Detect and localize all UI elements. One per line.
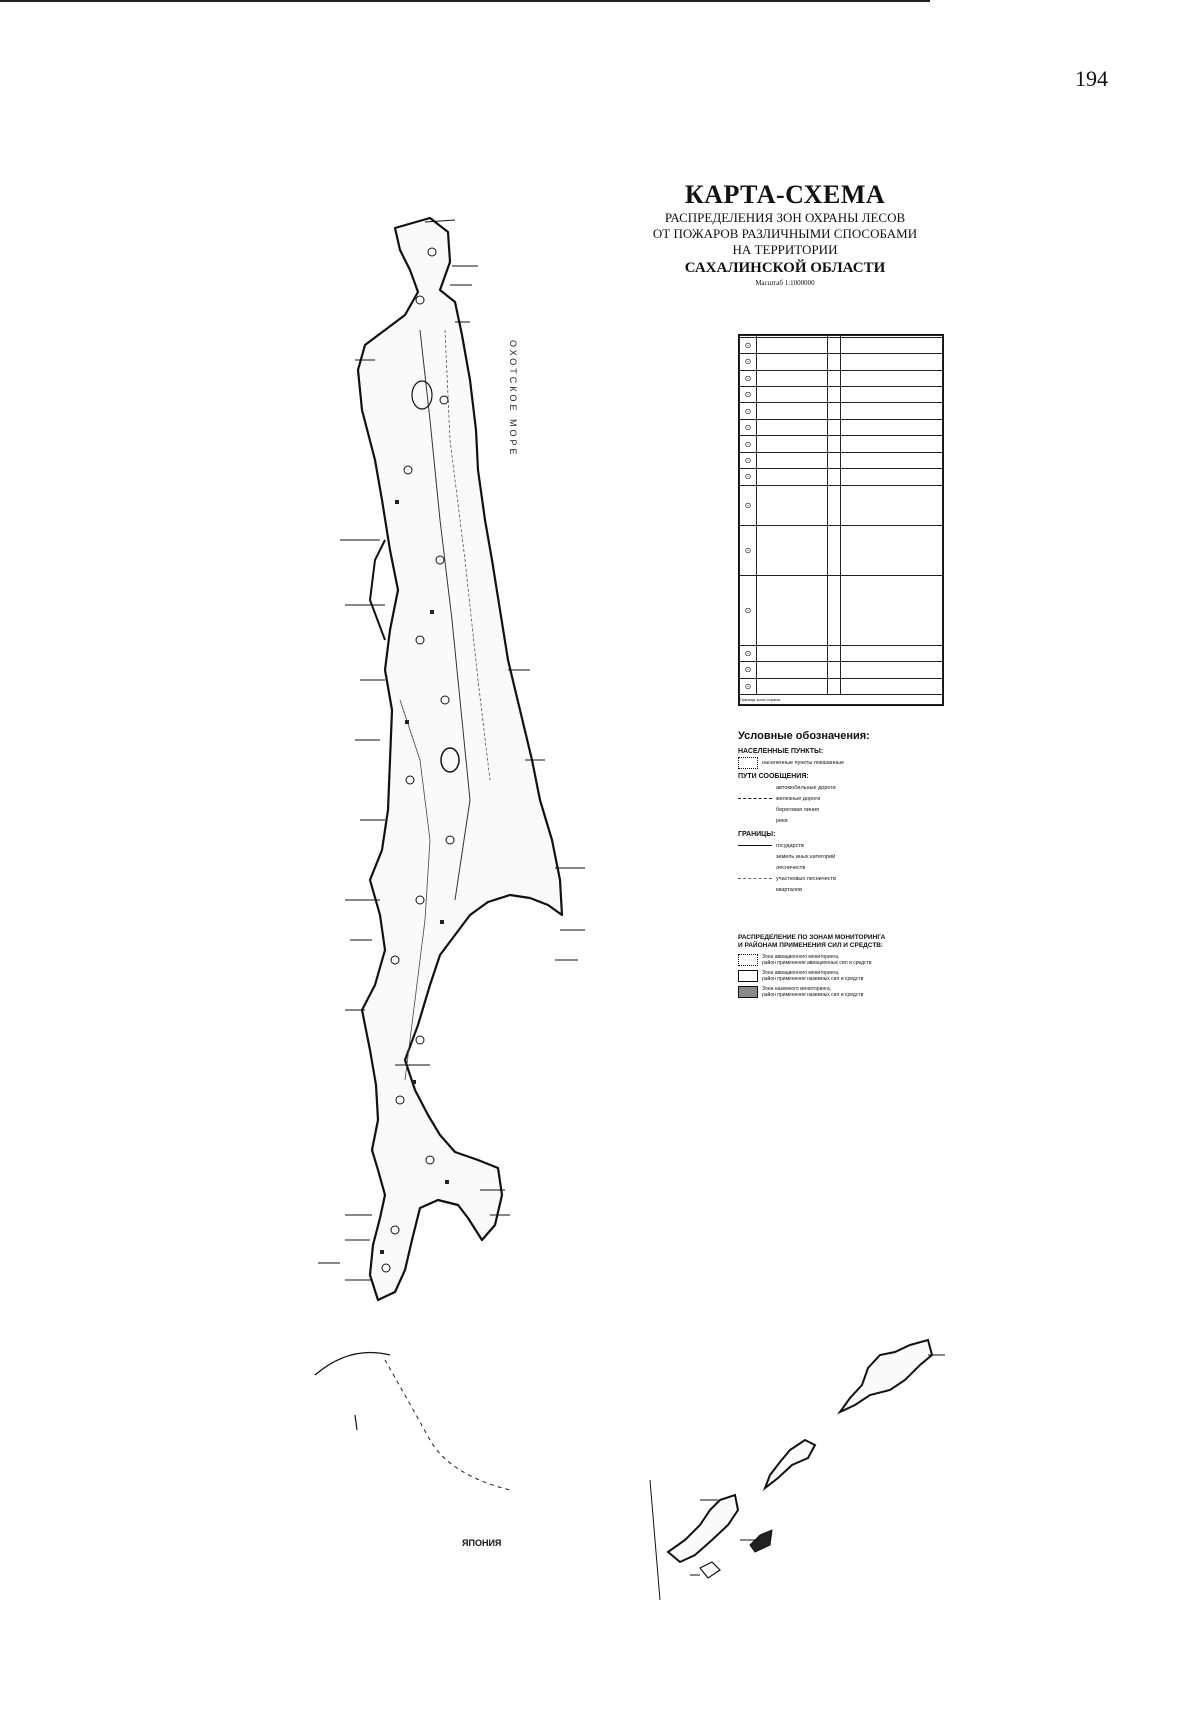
legend — [738, 730, 958, 1002]
kuril-island-small — [750, 1530, 772, 1552]
map-region: САХАЛИНСКОЙ ОБЛАСТИ — [684, 260, 886, 276]
zone-symbol: ⊙ — [740, 678, 757, 694]
zone-symbol: ⊙ — [740, 662, 757, 678]
zone-symbol: ⊙ — [740, 387, 757, 403]
japan-coast — [315, 1353, 390, 1376]
monitoring-header: РАСПРЕДЕЛЕНИЕ ПО ЗОНАМ МОНИТОРИНГА И РАЙОНАМ ПРИМЕНЕНИЯ СИЛ И СРЕДСТВ: — [738, 934, 886, 949]
zone-symbol: ⊙ — [740, 403, 757, 419]
zone-symbol: ⊙ — [740, 436, 757, 452]
legend-borders-header: ГРАНИЦЫ: — [738, 831, 776, 838]
zone-symbol: ⊙ — [740, 337, 757, 353]
kuril-island-north — [840, 1340, 932, 1412]
zones-table — [738, 334, 944, 706]
monitoring-item: Зона авиационного мониторинга, район применения наземных сил и средств — [738, 970, 958, 982]
okhotsk-sea-label: ОХОТСКОЕ МОРЕ — [508, 340, 518, 458]
zone-symbol: ⊙ — [740, 645, 757, 661]
zone-symbol: ⊙ — [740, 419, 757, 435]
japan-label: ЯПОНИЯ — [462, 1538, 502, 1548]
map-scale: Масштаб 1:1000000 — [755, 279, 815, 287]
map-title: КАРТА-СХЕМА — [684, 180, 886, 209]
legend-routes-header: ПУТИ СООБЩЕНИЯ: — [738, 773, 809, 780]
kuril-island-middle — [765, 1440, 815, 1488]
zone-symbol: ⊙ — [740, 575, 757, 645]
sakhalin-island — [358, 218, 562, 1300]
monitoring-item: Зона авиационного мониторинга, район применения авиационных сил и средств — [738, 954, 958, 966]
zone-symbol: ⊙ — [740, 370, 757, 386]
page-number: 194 — [1075, 66, 1108, 91]
legend-title: Условные обозначения: — [738, 730, 870, 742]
japan-border — [385, 1360, 510, 1490]
kuril-island-tip — [700, 1562, 720, 1578]
zone-symbol: ⊙ — [740, 525, 757, 575]
legend-item: кварталов — [776, 886, 803, 893]
settlement-symbol — [738, 757, 758, 769]
legend-item: лесничеств — [776, 864, 806, 871]
zones-table-footer: Граница зоны охраны — [740, 695, 943, 705]
zone-symbol: ⊙ — [740, 485, 757, 525]
kuril-border — [650, 1480, 660, 1600]
map-subtitle-3: НА ТЕРРИТОРИИ — [732, 242, 838, 257]
monitoring-item: Зона наземного мониторинга, район применения наземных сил и средств — [738, 986, 958, 998]
legend-item: участковых лесничеств — [738, 874, 958, 883]
kuril-island-south — [668, 1495, 738, 1562]
legend-item: автомобильные дороги — [776, 784, 836, 791]
shore-bay — [370, 540, 385, 640]
zone-symbol: ⊙ — [740, 354, 757, 370]
legend-item: государств — [738, 841, 958, 850]
map-subtitle-2: ОТ ПОЖАРОВ РАЗЛИЧНЫМИ СПОСОБАМИ — [652, 226, 918, 241]
legend-item: реки — [776, 817, 788, 824]
zone-symbol: ⊙ — [740, 469, 757, 485]
legend-item: земель иных категорий — [776, 853, 836, 860]
legend-item: населенные пункты показанные — [738, 758, 958, 767]
legend-item: железные дороги — [738, 794, 958, 803]
legend-item: береговая линия — [776, 806, 820, 813]
legend-settlements-header: НАСЕЛЕННЫЕ ПУНКТЫ: — [738, 748, 824, 755]
map-subtitle-1: РАСПРЕДЕЛЕНИЯ ЗОН ОХРАНЫ ЛЕСОВ — [664, 210, 906, 225]
zone-symbol: ⊙ — [740, 452, 757, 468]
